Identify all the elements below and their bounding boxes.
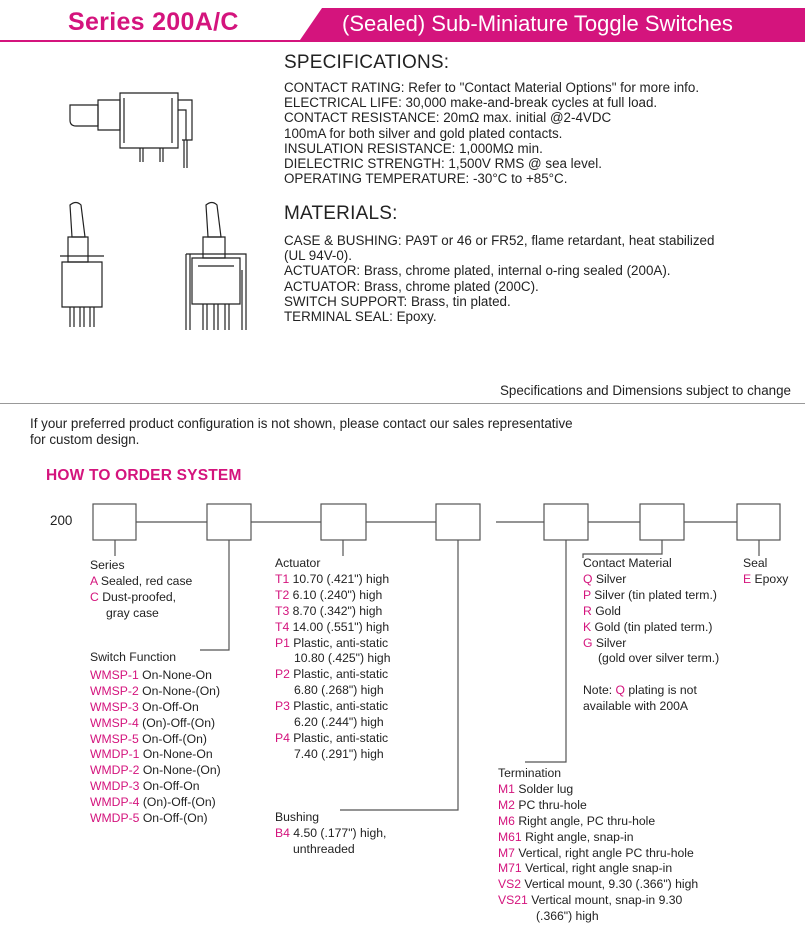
termination-option	[498, 877, 698, 893]
switch-function-option	[90, 779, 221, 795]
switch-function-code: WMSP-2	[90, 683, 139, 698]
switch-function-desc: On-Off-(On)	[138, 731, 207, 746]
switch-function-option	[90, 668, 221, 684]
material-line: ACTUATOR: Brass, chrome plated (200C).	[284, 278, 539, 294]
termination-code: M6	[498, 813, 515, 828]
series-title: Series	[90, 558, 125, 572]
switch-function-desc: On-None-(On)	[139, 763, 221, 778]
termination-code: M2	[498, 797, 515, 812]
switch-function-code: WMSP-5	[90, 731, 139, 746]
contact-material-code: G	[583, 635, 593, 650]
specifications-heading: SPECIFICATIONS:	[284, 52, 450, 73]
note-code: Q	[615, 683, 626, 698]
contact-material-desc: Gold (tin plated term.)	[591, 619, 713, 634]
actuator-code: P2	[275, 667, 290, 682]
switch-function-option	[90, 732, 221, 748]
termination-block	[498, 766, 698, 925]
bushing-desc-cont: unthreaded	[293, 841, 355, 856]
spec-line: CONTACT RATING: Refer to "Contact Material Options" for more info.	[284, 80, 700, 95]
actuator-option	[275, 604, 390, 620]
contact-material-code: P	[583, 587, 591, 602]
spec-line: DIELECTRIC STRENGTH: 1,500V RMS @ sea level.	[284, 156, 602, 172]
material-line: TERMINAL SEAL: Epoxy.	[284, 309, 437, 325]
actuator-code: T2	[275, 587, 290, 602]
spec-line: ELECTRICAL LIFE: 30,000 make-and-break cycles at full load.	[284, 95, 658, 111]
contact-material-desc: Silver	[592, 635, 627, 650]
termination-desc: Vertical mount, 9.30 (.366") high	[521, 877, 699, 892]
termination-desc: Vertical, right angle snap-in	[521, 861, 673, 876]
actuator-option	[275, 588, 390, 604]
actuator-code: P1	[275, 635, 290, 650]
actuator-desc: Plastic, anti-static	[289, 699, 389, 714]
actuator-option	[275, 620, 390, 636]
order-box-switch-function	[207, 504, 251, 540]
actuator-desc: Plastic, anti-static	[289, 635, 389, 650]
bushing-title: Bushing	[275, 810, 320, 824]
switch-function-title: Switch Function	[90, 650, 177, 664]
switch-function-option	[90, 700, 221, 716]
bushing-code: B4	[275, 825, 290, 840]
intro-line: If your preferred product configuration is not shown, please contact our sales representative	[30, 416, 573, 431]
actuator-desc: Plastic, anti-static	[289, 730, 389, 745]
seal-title: Seal	[743, 556, 768, 570]
actuator-code: T3	[275, 603, 290, 618]
order-box-bushing	[436, 504, 480, 540]
materials-list	[284, 233, 714, 324]
order-prefix: 200	[50, 513, 73, 528]
intro-text	[30, 416, 573, 448]
actuator-desc-cont: 10.80 (.425") high	[294, 651, 391, 666]
spec-line: INSULATION RESISTANCE: 1,000MΩ min.	[284, 140, 543, 156]
material-line: CASE & BUSHING: PA9T or 46 or FR52, flame retardant, heat stabilized	[284, 233, 715, 248]
switch-front-view-drawing	[60, 203, 104, 328]
switch-function-option	[90, 795, 221, 811]
termination-desc: Solder lug	[514, 781, 574, 796]
termination-desc: Right angle, snap-in	[521, 829, 634, 844]
seal-code: E	[743, 571, 752, 586]
actuator-desc: 8.70 (.342") high	[289, 603, 383, 618]
switch-bracket-view-drawing	[186, 203, 246, 331]
actuator-option	[275, 699, 390, 715]
termination-desc-cont: (.366") high	[536, 909, 599, 924]
series-code: C	[90, 589, 99, 604]
intro-line: for custom design.	[30, 432, 140, 447]
switch-function-desc: On-Off-On	[139, 779, 200, 794]
material-line: (UL 94V-0).	[284, 248, 352, 264]
switch-function-code: WMSP-3	[90, 699, 139, 714]
switch-function-desc: On-None-On	[138, 667, 212, 682]
termination-option	[498, 893, 698, 909]
actuator-code: P3	[275, 699, 290, 714]
actuator-desc: Plastic, anti-static	[289, 667, 389, 682]
series-title: Series 200A/C	[68, 8, 239, 36]
note-text: plating is not	[625, 683, 697, 698]
series-desc-cont: gray case	[106, 605, 159, 620]
contact-material-note-cont: available with 200A	[583, 699, 689, 714]
termination-code: VS21	[498, 893, 528, 908]
subject-to-change-note: Specifications and Dimensions subject to change	[499, 383, 791, 398]
page-title: (Sealed) Sub-Miniature Toggle Switches	[342, 11, 733, 36]
actuator-block	[275, 556, 390, 763]
note-prefix: Note:	[583, 683, 616, 698]
switch-function-option	[90, 811, 221, 827]
switch-function-desc: (On)-Off-(On)	[139, 795, 216, 810]
actuator-desc: 14.00 (.551") high	[289, 619, 390, 634]
contact-material-desc: Gold	[591, 603, 621, 618]
material-line: ACTUATOR: Brass, chrome plated, internal o-ring sealed (200A).	[284, 263, 671, 279]
series-code: A	[90, 573, 98, 588]
contact-material-desc: Silver (tin plated term.)	[590, 587, 717, 602]
switch-function-option	[90, 716, 221, 732]
contact-material-block	[583, 556, 719, 715]
switch-function-desc: On-Off-On	[138, 699, 199, 714]
order-box-contact-material	[640, 504, 684, 540]
termination-desc: Right angle, PC thru-hole	[514, 813, 656, 828]
series-block	[90, 558, 192, 622]
switch-function-code: WMDP-2	[90, 763, 140, 778]
termination-option	[498, 846, 698, 862]
termination-option	[498, 782, 698, 798]
termination-desc: PC thru-hole	[514, 797, 587, 812]
actuator-code: P4	[275, 730, 290, 745]
actuator-code: T1	[275, 571, 290, 586]
switch-function-block	[90, 650, 221, 827]
termination-option	[498, 861, 698, 877]
material-line: SWITCH SUPPORT: Brass, tin plated.	[284, 293, 511, 309]
contact-material-option	[583, 572, 719, 588]
contact-material-code: R	[583, 603, 592, 618]
bushing-option	[275, 826, 386, 842]
contact-material-desc-cont: (gold over silver term.)	[598, 651, 720, 666]
switch-function-code: WMDP-4	[90, 795, 140, 810]
contact-material-code: Q	[583, 571, 593, 586]
contact-material-note	[583, 683, 719, 699]
termination-desc: Vertical, right angle PC thru-hole	[514, 845, 694, 860]
actuator-desc: 10.70 (.421") high	[289, 571, 390, 586]
actuator-option	[275, 731, 390, 747]
termination-code: M1	[498, 781, 515, 796]
contact-material-desc: Silver	[592, 571, 627, 586]
section-divider	[0, 403, 805, 404]
series-desc: Dust-proofed,	[98, 589, 177, 604]
termination-option	[498, 830, 698, 846]
termination-title: Termination	[498, 766, 561, 780]
switch-function-code: WMDP-3	[90, 779, 140, 794]
seal-option	[743, 572, 788, 588]
switch-function-desc: On-None-On	[139, 747, 213, 762]
actuator-option	[275, 667, 390, 683]
series-desc: Sealed, red case	[97, 573, 193, 588]
actuator-option	[275, 636, 390, 652]
switch-side-view-drawing	[70, 93, 192, 168]
actuator-desc: 6.10 (.240") high	[289, 587, 383, 602]
switch-function-option	[90, 684, 221, 700]
switch-function-code: WMSP-1	[90, 667, 139, 682]
bushing-desc: 4.50 (.177") high,	[289, 825, 387, 840]
termination-code: VS2	[498, 877, 522, 892]
order-box-termination	[544, 504, 588, 540]
how-to-order-heading: HOW TO ORDER SYSTEM	[46, 467, 242, 484]
order-box-seal	[737, 504, 780, 540]
actuator-desc-cont: 6.20 (.244") high	[294, 715, 384, 730]
contact-material-option	[583, 604, 719, 620]
specifications-list	[284, 80, 699, 186]
actuator-option	[275, 572, 390, 588]
seal-desc: Epoxy	[751, 571, 789, 586]
termination-option	[498, 798, 698, 814]
switch-function-desc: (On)-Off-(On)	[138, 715, 216, 730]
contact-material-option	[583, 636, 719, 652]
series-option	[90, 590, 192, 606]
seal-block	[743, 556, 788, 588]
actuator-title: Actuator	[275, 556, 321, 570]
spec-line: OPERATING TEMPERATURE: -30°C to +85°C.	[284, 171, 568, 187]
switch-function-option	[90, 763, 221, 779]
spec-line: CONTACT RESISTANCE: 20mΩ max. initial @2-4VDC	[284, 110, 612, 126]
termination-desc: Vertical mount, snap-in 9.30	[527, 893, 683, 908]
bushing-block	[275, 810, 386, 858]
switch-function-code: WMDP-1	[90, 747, 140, 762]
termination-option	[498, 814, 698, 830]
spec-line: 100mA for both silver and gold plated contacts.	[284, 125, 563, 141]
order-box-series	[93, 504, 136, 540]
actuator-code: T4	[275, 619, 290, 634]
order-box-actuator	[321, 504, 366, 540]
switch-function-code: WMDP-5	[90, 811, 140, 826]
contact-material-title: Contact Material	[583, 556, 672, 570]
actuator-desc-cont: 7.40 (.291") high	[294, 746, 384, 761]
series-option	[90, 574, 192, 590]
switch-function-desc: On-None-(On)	[138, 683, 221, 698]
switch-function-desc: On-Off-(On)	[139, 811, 208, 826]
actuator-desc-cont: 6.80 (.268") high	[294, 683, 384, 698]
contact-material-option	[583, 588, 719, 604]
contact-material-option	[583, 620, 719, 636]
termination-code: M71	[498, 861, 522, 876]
materials-heading: MATERIALS:	[284, 203, 398, 224]
switch-function-option	[90, 747, 221, 763]
contact-material-code: K	[583, 619, 592, 634]
termination-code: M61	[498, 829, 522, 844]
switch-function-code: WMSP-4	[90, 715, 139, 730]
termination-code: M7	[498, 845, 515, 860]
